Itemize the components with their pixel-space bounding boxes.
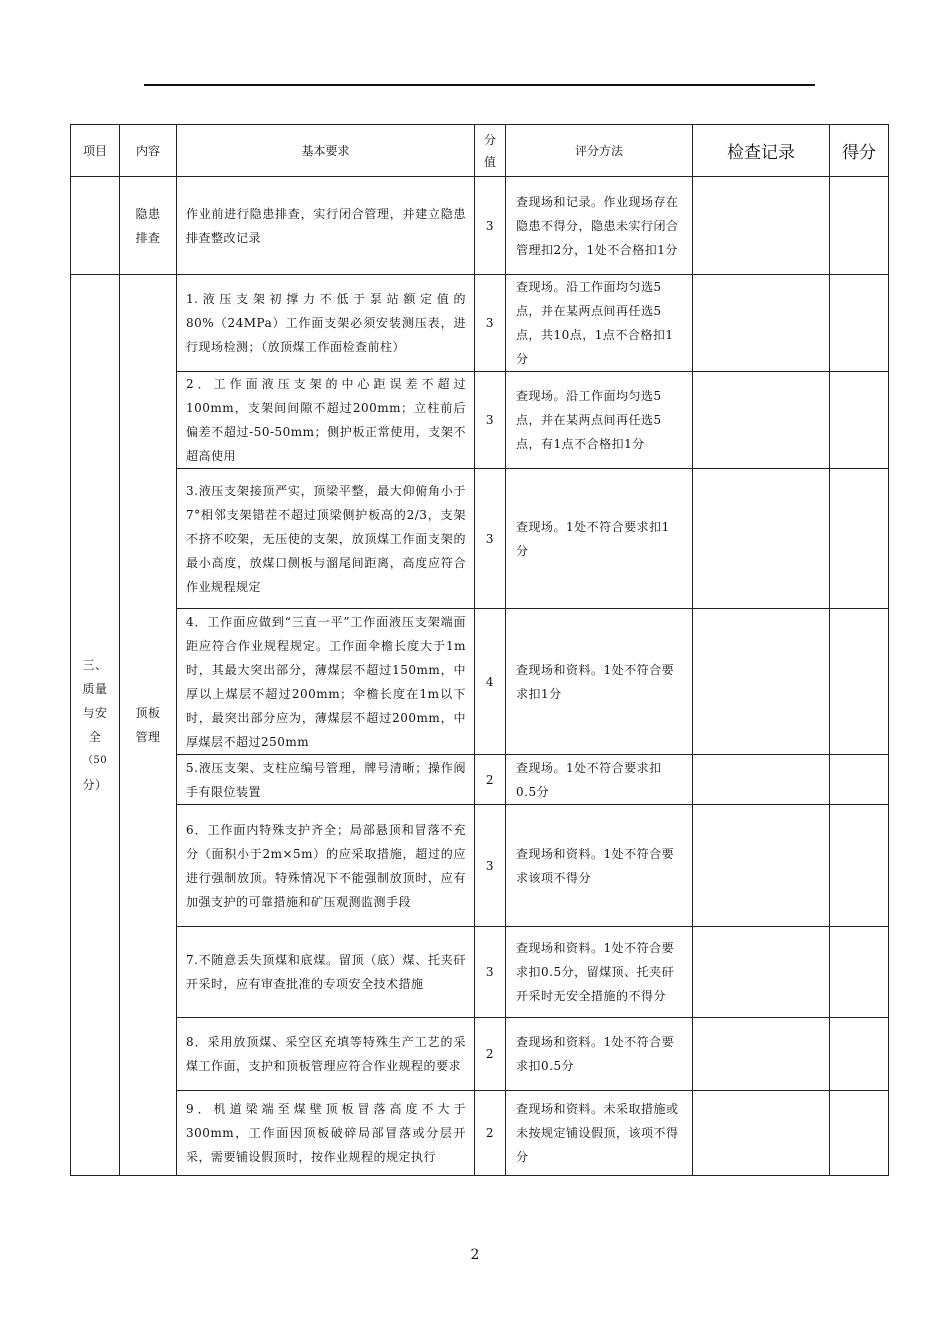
result-cell[interactable] <box>830 1091 889 1176</box>
score-cell: 3 <box>475 177 506 275</box>
header-content: 内容 <box>120 125 177 177</box>
method-cell: 查现场。沿工作面均匀选5点，并在某两点间再任选5点，有1点不合格扣1分 <box>506 372 693 469</box>
header-rule <box>144 84 815 86</box>
result-cell[interactable] <box>830 275 889 372</box>
requirement-cell: 6．工作面内特殊支护齐全；局部悬顶和冒落不充分（面积小于2m×5m）的应采取措施，超过的应进行强制放顶。特殊情况下不能强制放顶时，应有加强支护的可靠措施和矿压观测监测手段 <box>177 805 475 927</box>
table-row <box>71 755 889 805</box>
table-row <box>71 609 889 755</box>
table-row <box>71 1091 889 1176</box>
record-cell[interactable] <box>693 177 830 275</box>
item-cell <box>71 275 120 1176</box>
requirement-cell: 作业前进行隐患排查，实行闭合管理，并建立隐患排查整改记录 <box>177 177 475 275</box>
header-row <box>71 125 889 177</box>
table-row <box>71 177 889 275</box>
method-cell: 查现场和资料。1处不符合要求扣0.5分，留煤顶、托夹矸开采时无安全措施的不得分 <box>506 927 693 1018</box>
item-line: 全 <box>88 730 102 744</box>
table-row <box>71 1018 889 1091</box>
score-cell: 3 <box>475 275 506 372</box>
record-cell[interactable] <box>693 275 830 372</box>
content-cell <box>120 177 177 275</box>
result-cell[interactable] <box>830 469 889 609</box>
content-text: 顶板管理 <box>135 706 161 744</box>
header-item: 项目 <box>71 125 120 177</box>
score-cell: 2 <box>475 1018 506 1091</box>
item-line: 三、 <box>82 658 108 672</box>
score-cell: 3 <box>475 469 506 609</box>
requirement-cell: 2．工作面液压支架的中心距误差不超过100mm，支架间间隙不超过200mm；立柱前后偏差不超过-50-50mm；侧护板正常使用，支架不超高使用 <box>177 372 475 469</box>
header-method: 评分方法 <box>506 125 693 177</box>
method-cell: 查现场和资料。1处不符合要求扣1分 <box>506 609 693 755</box>
table-row <box>71 927 889 1018</box>
record-cell[interactable] <box>693 755 830 805</box>
page-number: 2 <box>470 1247 480 1263</box>
requirement-cell: 7.不随意丢失顶煤和底煤。留顶（底）煤、托夹矸开采时，应有审查批准的专项安全技术措施 <box>177 927 475 1018</box>
record-cell[interactable] <box>693 609 830 755</box>
header-requirement: 基本要求 <box>177 125 475 177</box>
table-row <box>71 372 889 469</box>
record-cell[interactable] <box>693 372 830 469</box>
requirement-cell: 9．机道梁端至煤壁顶板冒落高度不大于300mm，工作面因顶板破碎局部冒落或分层开采，需要铺设假顶时，按作业规程的规定执行 <box>177 1091 475 1176</box>
score-cell: 3 <box>475 372 506 469</box>
item-cell-empty <box>71 177 120 275</box>
result-cell[interactable] <box>830 755 889 805</box>
item-line: 与安 <box>82 706 108 720</box>
score-cell: 2 <box>475 1091 506 1176</box>
method-cell: 查现场。沿工作面均匀选5点，并在某两点间再任选5点，共10点，1点不合格扣1分 <box>506 275 693 372</box>
result-cell[interactable] <box>830 927 889 1018</box>
item-line: 分） <box>82 778 108 792</box>
table-row <box>71 469 889 609</box>
header-record: 检查记录 <box>693 125 830 177</box>
score-cell: 3 <box>475 805 506 927</box>
requirement-cell: 5.液压支架、支柱应编号管理，牌号清晰；操作阀手有限位装置 <box>177 755 475 805</box>
inspection-table <box>70 124 889 1176</box>
table-row <box>71 805 889 927</box>
table-row <box>71 275 889 372</box>
requirement-cell: 8．采用放顶煤、采空区充填等特殊生产工艺的采煤工作面，支护和顶板管理应符合作业规程的要求 <box>177 1018 475 1091</box>
method-cell: 查现场和记录。作业现场存在隐患不得分，隐患未实行闭合管理扣2分，1处不合格扣1分 <box>506 177 693 275</box>
requirement-cell: 3.液压支架接顶严实，顶梁平整，最大仰俯角小于7°相邻支架错茬不超过顶梁侧护板高的2/3，支架不挤不咬架，无压使的支架，放顶煤工作面支架的最小高度，放煤口侧板与溜尾间距离，高度应符合作业规程规定 <box>177 469 475 609</box>
method-cell: 查现场。1处不符合要求扣1分 <box>506 469 693 609</box>
record-cell[interactable] <box>693 927 830 1018</box>
score-cell: 3 <box>475 927 506 1018</box>
header-result: 得分 <box>830 125 889 177</box>
result-cell[interactable] <box>830 372 889 469</box>
record-cell[interactable] <box>693 805 830 927</box>
record-cell[interactable] <box>693 1091 830 1176</box>
method-cell: 查现场和资料。未采取措施或未按规定铺设假顶，该项不得分 <box>506 1091 693 1176</box>
method-cell: 查现场和资料。1处不符合要求该项不得分 <box>506 805 693 927</box>
record-cell[interactable] <box>693 469 830 609</box>
requirement-cell: 4．工作面应做到“三直一平”工作面液压支架端面距应符合作业规程规定。工作面伞檐长度大于1m时，其最大突出部分，薄煤层不超过150mm，中厚以上煤层不超过200mm；伞檐长度在1m以下时，最突出部分应为，薄煤层不超过200mm，中厚煤层不超过250mm <box>177 609 475 755</box>
method-cell: 查现场和资料。1处不符合要求扣0.5分 <box>506 1018 693 1091</box>
requirement-cell: 1.液压支架初撑力不低于泵站额定值的80%（24MPa）工作面支架必须安装测压表，进行现场检测；（放顶煤工作面检查前柱） <box>177 275 475 372</box>
result-cell[interactable] <box>830 177 889 275</box>
item-line: 质量 <box>82 682 108 696</box>
header-score-text: 分值 <box>483 132 496 169</box>
record-cell[interactable] <box>693 1018 830 1091</box>
content-text: 隐患排查 <box>135 206 161 245</box>
score-cell: 2 <box>475 755 506 805</box>
score-cell: 4 <box>475 609 506 755</box>
result-cell[interactable] <box>830 609 889 755</box>
result-cell[interactable] <box>830 1018 889 1091</box>
result-cell[interactable] <box>830 805 889 927</box>
content-cell <box>120 275 177 1176</box>
item-line: （50 <box>82 755 108 766</box>
header-score <box>475 125 506 177</box>
method-cell: 查现场。1处不符合要求扣0.5分 <box>506 755 693 805</box>
